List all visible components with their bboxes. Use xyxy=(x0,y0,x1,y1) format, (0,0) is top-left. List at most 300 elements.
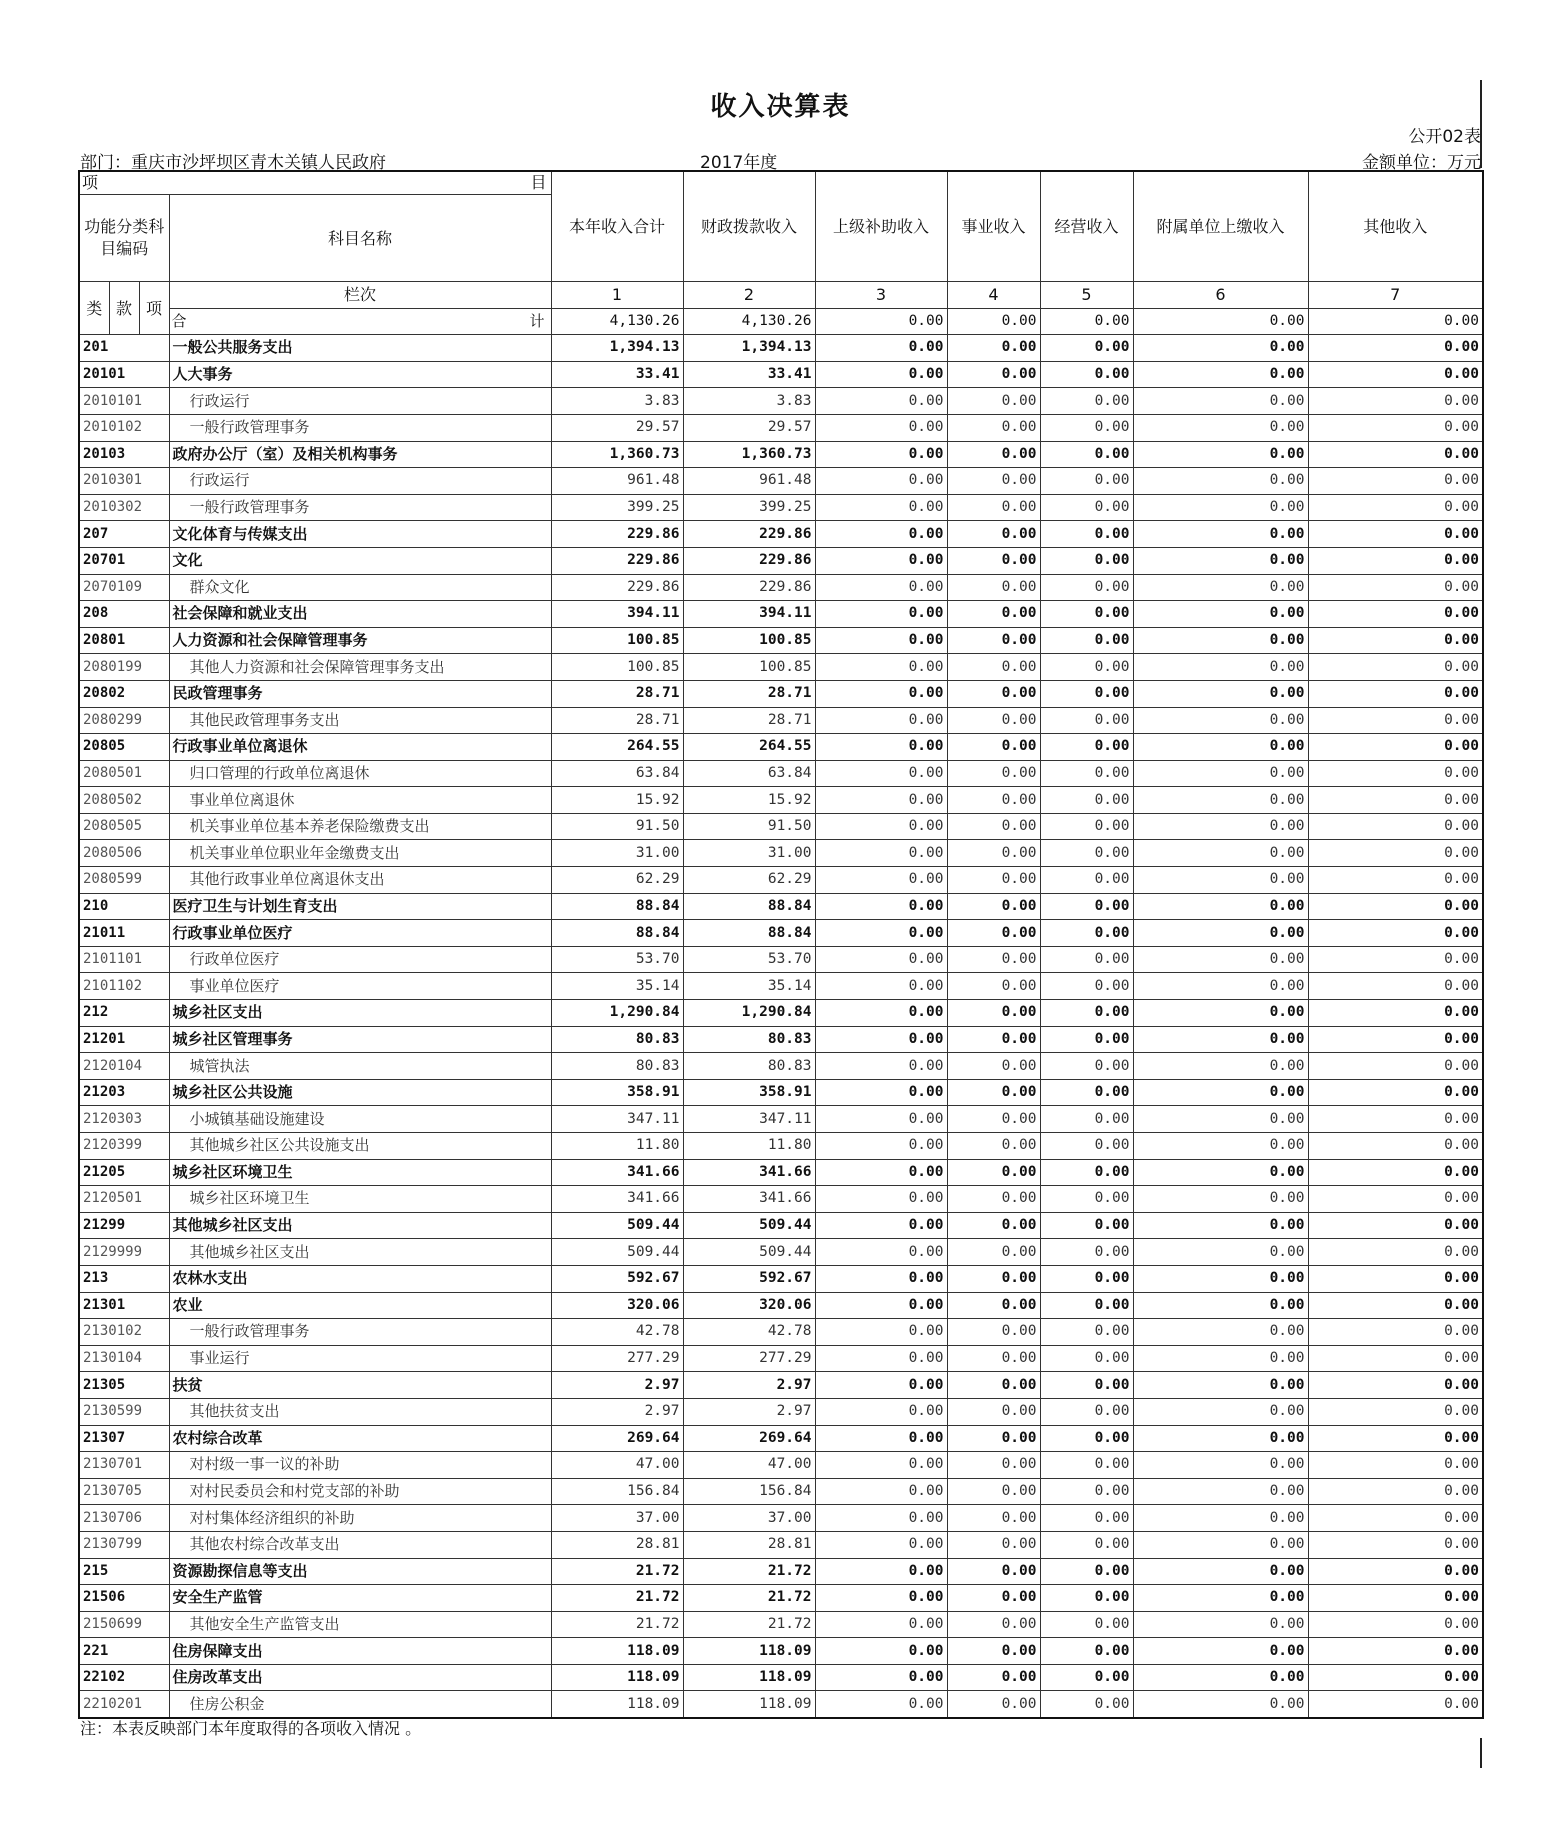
row-value-7: 0.00 xyxy=(1308,547,1483,574)
row-value-3: 0.00 xyxy=(815,1345,947,1372)
table-row xyxy=(79,1292,1483,1319)
col-no-5: 5 xyxy=(1040,282,1133,309)
form-number: 公开02表 xyxy=(1408,127,1481,147)
row-value-6: 0.00 xyxy=(1133,388,1308,415)
row-value-2: 347.11 xyxy=(683,1106,815,1133)
row-value-2: 63.84 xyxy=(683,760,815,787)
fiscal-year: 2017年度 xyxy=(700,153,778,173)
row-value-1: 347.11 xyxy=(551,1106,683,1133)
header-row-3 xyxy=(79,282,1483,309)
row-value-2: 320.06 xyxy=(683,1292,815,1319)
table-row xyxy=(79,813,1483,840)
row-value-3: 0.00 xyxy=(815,1053,947,1080)
row-value-1: 229.86 xyxy=(551,574,683,601)
row-value-7: 0.00 xyxy=(1308,1478,1483,1505)
row-value-7: 0.00 xyxy=(1308,1079,1483,1106)
row-value-6: 0.00 xyxy=(1133,1664,1308,1691)
row-value-6: 0.00 xyxy=(1133,1585,1308,1612)
table-row xyxy=(79,414,1483,441)
lei-label: 类 xyxy=(79,282,109,335)
row-code: 2080199 xyxy=(79,654,169,681)
table-row xyxy=(79,787,1483,814)
row-value-5: 0.00 xyxy=(1040,441,1133,468)
row-subject-name: 其他城乡社区支出 xyxy=(169,1212,551,1239)
row-value-3: 0.00 xyxy=(815,1664,947,1691)
row-value-5: 0.00 xyxy=(1040,1425,1133,1452)
row-value-7: 0.00 xyxy=(1308,893,1483,920)
row-subject-name: 机关事业单位基本养老保险缴费支出 xyxy=(169,813,551,840)
row-subject-name: 行政事业单位医疗 xyxy=(169,920,551,947)
row-value-6: 0.00 xyxy=(1133,760,1308,787)
row-value-5: 0.00 xyxy=(1040,1478,1133,1505)
row-value-7: 0.00 xyxy=(1308,1026,1483,1053)
row-value-1: 394.11 xyxy=(551,601,683,628)
row-value-3: 0.00 xyxy=(815,760,947,787)
row-value-2: 31.00 xyxy=(683,840,815,867)
table-row xyxy=(79,574,1483,601)
row-value-7: 0.00 xyxy=(1308,654,1483,681)
row-value-7: 0.00 xyxy=(1308,1053,1483,1080)
row-value-5: 0.00 xyxy=(1040,1505,1133,1532)
row-subject-name: 对村民委员会和村党支部的补助 xyxy=(169,1478,551,1505)
row-value-3: 0.00 xyxy=(815,468,947,495)
row-code: 2120399 xyxy=(79,1133,169,1160)
row-value-4: 0.00 xyxy=(947,840,1040,867)
table-row xyxy=(79,1106,1483,1133)
row-value-4: 0.00 xyxy=(947,601,1040,628)
row-subject-name: 农村综合改革 xyxy=(169,1425,551,1452)
row-subject-name: 其他民政管理事务支出 xyxy=(169,707,551,734)
row-value-4: 0.00 xyxy=(947,1611,1040,1638)
row-subject-name: 民政管理事务 xyxy=(169,680,551,707)
total-value-2: 4,130.26 xyxy=(683,308,815,335)
table-row xyxy=(79,1585,1483,1612)
row-value-4: 0.00 xyxy=(947,1664,1040,1691)
row-code: 215 xyxy=(79,1558,169,1585)
row-value-3: 0.00 xyxy=(815,1319,947,1346)
row-subject-name: 行政事业单位离退休 xyxy=(169,734,551,761)
row-value-2: 1,360.73 xyxy=(683,441,815,468)
row-value-4: 0.00 xyxy=(947,1505,1040,1532)
table-row xyxy=(79,1398,1483,1425)
row-value-4: 0.00 xyxy=(947,1319,1040,1346)
row-value-6: 0.00 xyxy=(1133,1159,1308,1186)
row-value-2: 3.83 xyxy=(683,388,815,415)
row-code: 2101101 xyxy=(79,946,169,973)
row-value-6: 0.00 xyxy=(1133,1345,1308,1372)
table-row xyxy=(79,441,1483,468)
row-value-7: 0.00 xyxy=(1308,335,1483,362)
row-value-7: 0.00 xyxy=(1308,1292,1483,1319)
row-value-2: 37.00 xyxy=(683,1505,815,1532)
row-value-5: 0.00 xyxy=(1040,1372,1133,1399)
table-row xyxy=(79,547,1483,574)
row-value-4: 0.00 xyxy=(947,521,1040,548)
row-subject-name: 文化体育与传媒支出 xyxy=(169,521,551,548)
row-subject-name: 行政运行 xyxy=(169,468,551,495)
row-value-5: 0.00 xyxy=(1040,414,1133,441)
row-subject-name: 事业运行 xyxy=(169,1345,551,1372)
row-value-1: 341.66 xyxy=(551,1159,683,1186)
row-value-4: 0.00 xyxy=(947,1026,1040,1053)
row-value-7: 0.00 xyxy=(1308,1106,1483,1133)
row-value-6: 0.00 xyxy=(1133,1292,1308,1319)
row-value-2: 358.91 xyxy=(683,1079,815,1106)
row-value-1: 21.72 xyxy=(551,1585,683,1612)
table-row xyxy=(79,1186,1483,1213)
row-code: 2080299 xyxy=(79,707,169,734)
row-code: 21205 xyxy=(79,1159,169,1186)
row-value-2: 21.72 xyxy=(683,1585,815,1612)
total-value-4: 0.00 xyxy=(947,308,1040,335)
table-row xyxy=(79,627,1483,654)
row-value-7: 0.00 xyxy=(1308,1691,1483,1718)
row-subject-name: 扶贫 xyxy=(169,1372,551,1399)
row-value-5: 0.00 xyxy=(1040,1664,1133,1691)
row-value-5: 0.00 xyxy=(1040,1053,1133,1080)
row-value-4: 0.00 xyxy=(947,1159,1040,1186)
row-value-4: 0.00 xyxy=(947,654,1040,681)
lanci-label: 栏次 xyxy=(169,282,551,309)
row-value-7: 0.00 xyxy=(1308,973,1483,1000)
row-value-7: 0.00 xyxy=(1308,1000,1483,1027)
row-value-3: 0.00 xyxy=(815,601,947,628)
row-subject-name: 其他扶贫支出 xyxy=(169,1398,551,1425)
row-value-6: 0.00 xyxy=(1133,946,1308,973)
row-value-7: 0.00 xyxy=(1308,1664,1483,1691)
row-subject-name: 行政运行 xyxy=(169,388,551,415)
row-value-6: 0.00 xyxy=(1133,707,1308,734)
row-value-4: 0.00 xyxy=(947,1558,1040,1585)
table-row xyxy=(79,1638,1483,1665)
row-value-4: 0.00 xyxy=(947,1053,1040,1080)
row-value-2: 592.67 xyxy=(683,1265,815,1292)
xiang2-label: 项 xyxy=(139,282,169,335)
total-value-1: 4,130.26 xyxy=(551,308,683,335)
table-row xyxy=(79,867,1483,894)
col-no-6: 6 xyxy=(1133,282,1308,309)
row-subject-name: 一般行政管理事务 xyxy=(169,494,551,521)
row-subject-name: 事业单位医疗 xyxy=(169,973,551,1000)
row-code: 213 xyxy=(79,1265,169,1292)
row-value-5: 0.00 xyxy=(1040,494,1133,521)
row-value-7: 0.00 xyxy=(1308,627,1483,654)
row-value-5: 0.00 xyxy=(1040,893,1133,920)
row-value-3: 0.00 xyxy=(815,920,947,947)
row-value-7: 0.00 xyxy=(1308,1212,1483,1239)
row-value-2: 1,290.84 xyxy=(683,1000,815,1027)
row-value-5: 0.00 xyxy=(1040,1133,1133,1160)
row-code: 2080501 xyxy=(79,760,169,787)
col-no-3: 3 xyxy=(815,282,947,309)
row-value-5: 0.00 xyxy=(1040,1531,1133,1558)
row-code: 21203 xyxy=(79,1079,169,1106)
row-value-5: 0.00 xyxy=(1040,1079,1133,1106)
income-table xyxy=(78,170,1484,1719)
row-value-3: 0.00 xyxy=(815,1026,947,1053)
row-value-1: 264.55 xyxy=(551,734,683,761)
row-value-3: 0.00 xyxy=(815,1212,947,1239)
row-subject-name: 文化 xyxy=(169,547,551,574)
row-value-7: 0.00 xyxy=(1308,1372,1483,1399)
row-value-2: 91.50 xyxy=(683,813,815,840)
row-value-6: 0.00 xyxy=(1133,1531,1308,1558)
row-value-5: 0.00 xyxy=(1040,1345,1133,1372)
row-value-6: 0.00 xyxy=(1133,1452,1308,1479)
row-value-2: 229.86 xyxy=(683,547,815,574)
row-value-6: 0.00 xyxy=(1133,1053,1308,1080)
row-code: 201 xyxy=(79,335,169,362)
row-value-6: 0.00 xyxy=(1133,1638,1308,1665)
row-value-5: 0.00 xyxy=(1040,335,1133,362)
row-value-2: 269.64 xyxy=(683,1425,815,1452)
row-code: 20801 xyxy=(79,627,169,654)
row-subject-name: 归口管理的行政单位离退休 xyxy=(169,760,551,787)
row-value-5: 0.00 xyxy=(1040,787,1133,814)
table-row xyxy=(79,521,1483,548)
row-value-4: 0.00 xyxy=(947,1292,1040,1319)
row-value-5: 0.00 xyxy=(1040,1558,1133,1585)
row-code: 21301 xyxy=(79,1292,169,1319)
row-value-1: 3.83 xyxy=(551,388,683,415)
row-value-4: 0.00 xyxy=(947,867,1040,894)
table-row xyxy=(79,1691,1483,1718)
row-value-5: 0.00 xyxy=(1040,813,1133,840)
row-value-7: 0.00 xyxy=(1308,468,1483,495)
row-value-5: 0.00 xyxy=(1040,521,1133,548)
row-value-7: 0.00 xyxy=(1308,813,1483,840)
row-value-3: 0.00 xyxy=(815,946,947,973)
row-value-2: 80.83 xyxy=(683,1053,815,1080)
row-value-6: 0.00 xyxy=(1133,494,1308,521)
row-value-5: 0.00 xyxy=(1040,973,1133,1000)
table-row xyxy=(79,840,1483,867)
row-value-7: 0.00 xyxy=(1308,1319,1483,1346)
row-value-1: 961.48 xyxy=(551,468,683,495)
table-row xyxy=(79,973,1483,1000)
row-value-6: 0.00 xyxy=(1133,1000,1308,1027)
row-value-2: 62.29 xyxy=(683,867,815,894)
row-value-4: 0.00 xyxy=(947,946,1040,973)
row-value-2: 28.71 xyxy=(683,680,815,707)
row-value-1: 592.67 xyxy=(551,1265,683,1292)
row-value-5: 0.00 xyxy=(1040,1106,1133,1133)
row-subject-name: 资源勘探信息等支出 xyxy=(169,1558,551,1585)
row-value-1: 118.09 xyxy=(551,1691,683,1718)
row-value-3: 0.00 xyxy=(815,1638,947,1665)
table-row xyxy=(79,468,1483,495)
row-value-7: 0.00 xyxy=(1308,1531,1483,1558)
table-row xyxy=(79,1425,1483,1452)
row-value-2: 394.11 xyxy=(683,601,815,628)
row-value-7: 0.00 xyxy=(1308,361,1483,388)
row-value-2: 80.83 xyxy=(683,1026,815,1053)
row-subject-name: 城乡社区环境卫生 xyxy=(169,1186,551,1213)
row-code: 21506 xyxy=(79,1585,169,1612)
row-value-6: 0.00 xyxy=(1133,1372,1308,1399)
row-value-6: 0.00 xyxy=(1133,1478,1308,1505)
row-value-4: 0.00 xyxy=(947,1000,1040,1027)
row-value-3: 0.00 xyxy=(815,1186,947,1213)
row-value-1: 42.78 xyxy=(551,1319,683,1346)
row-value-4: 0.00 xyxy=(947,1452,1040,1479)
row-value-4: 0.00 xyxy=(947,893,1040,920)
row-value-4: 0.00 xyxy=(947,1345,1040,1372)
row-value-6: 0.00 xyxy=(1133,734,1308,761)
table-row xyxy=(79,680,1483,707)
row-code: 2080506 xyxy=(79,840,169,867)
table-row xyxy=(79,1611,1483,1638)
row-value-2: 47.00 xyxy=(683,1452,815,1479)
table-row xyxy=(79,1079,1483,1106)
row-code: 207 xyxy=(79,521,169,548)
row-code: 2010102 xyxy=(79,414,169,441)
table-body xyxy=(79,335,1483,1718)
row-value-3: 0.00 xyxy=(815,787,947,814)
row-value-7: 0.00 xyxy=(1308,494,1483,521)
row-value-3: 0.00 xyxy=(815,1133,947,1160)
row-subject-name: 人大事务 xyxy=(169,361,551,388)
row-value-5: 0.00 xyxy=(1040,1585,1133,1612)
row-value-6: 0.00 xyxy=(1133,1106,1308,1133)
row-code: 2130706 xyxy=(79,1505,169,1532)
row-value-2: 21.72 xyxy=(683,1611,815,1638)
table-row xyxy=(79,1319,1483,1346)
row-value-7: 0.00 xyxy=(1308,946,1483,973)
row-value-3: 0.00 xyxy=(815,1611,947,1638)
row-value-3: 0.00 xyxy=(815,547,947,574)
table-row xyxy=(79,654,1483,681)
row-value-2: 42.78 xyxy=(683,1319,815,1346)
row-subject-name: 一般公共服务支出 xyxy=(169,335,551,362)
row-value-1: 358.91 xyxy=(551,1079,683,1106)
row-subject-name: 一般行政管理事务 xyxy=(169,1319,551,1346)
row-subject-name: 住房改革支出 xyxy=(169,1664,551,1691)
row-value-7: 0.00 xyxy=(1308,388,1483,415)
row-subject-name: 政府办公厅（室）及相关机构事务 xyxy=(169,441,551,468)
row-value-2: 229.86 xyxy=(683,574,815,601)
row-value-5: 0.00 xyxy=(1040,946,1133,973)
kuan-label: 款 xyxy=(109,282,139,335)
row-value-6: 0.00 xyxy=(1133,414,1308,441)
row-value-1: 269.64 xyxy=(551,1425,683,1452)
row-subject-name: 对村集体经济组织的补助 xyxy=(169,1505,551,1532)
row-value-6: 0.00 xyxy=(1133,574,1308,601)
row-value-3: 0.00 xyxy=(815,1478,947,1505)
col-header-5: 经营收入 xyxy=(1040,171,1133,282)
row-subject-name: 住房保障支出 xyxy=(169,1638,551,1665)
row-value-4: 0.00 xyxy=(947,1398,1040,1425)
row-value-6: 0.00 xyxy=(1133,627,1308,654)
row-value-5: 0.00 xyxy=(1040,1292,1133,1319)
row-value-4: 0.00 xyxy=(947,627,1040,654)
row-value-7: 0.00 xyxy=(1308,867,1483,894)
row-code: 2120303 xyxy=(79,1106,169,1133)
row-value-6: 0.00 xyxy=(1133,920,1308,947)
total-value-5: 0.00 xyxy=(1040,308,1133,335)
row-value-6: 0.00 xyxy=(1133,1611,1308,1638)
row-value-3: 0.00 xyxy=(815,1292,947,1319)
row-subject-name: 其他人力资源和社会保障管理事务支出 xyxy=(169,654,551,681)
mu-label: 目 xyxy=(530,173,547,192)
row-value-6: 0.00 xyxy=(1133,521,1308,548)
row-value-4: 0.00 xyxy=(947,920,1040,947)
row-value-7: 0.00 xyxy=(1308,1611,1483,1638)
row-value-1: 100.85 xyxy=(551,627,683,654)
row-value-6: 0.00 xyxy=(1133,1239,1308,1266)
total-value-6: 0.00 xyxy=(1133,308,1308,335)
row-value-7: 0.00 xyxy=(1308,574,1483,601)
row-value-7: 0.00 xyxy=(1308,601,1483,628)
row-value-4: 0.00 xyxy=(947,1133,1040,1160)
row-code: 2070109 xyxy=(79,574,169,601)
row-value-2: 2.97 xyxy=(683,1372,815,1399)
col-header-3: 上级补助收入 xyxy=(815,171,947,282)
row-value-5: 0.00 xyxy=(1040,574,1133,601)
row-value-3: 0.00 xyxy=(815,973,947,1000)
table-row xyxy=(79,1372,1483,1399)
row-value-1: 509.44 xyxy=(551,1212,683,1239)
row-value-2: 961.48 xyxy=(683,468,815,495)
table-row xyxy=(79,494,1483,521)
row-value-1: 399.25 xyxy=(551,494,683,521)
row-code: 210 xyxy=(79,893,169,920)
row-value-4: 0.00 xyxy=(947,1691,1040,1718)
row-subject-name: 对村级一事一议的补助 xyxy=(169,1452,551,1479)
table-row xyxy=(79,1026,1483,1053)
row-value-5: 0.00 xyxy=(1040,680,1133,707)
row-value-3: 0.00 xyxy=(815,707,947,734)
row-code: 2130799 xyxy=(79,1531,169,1558)
row-value-6: 0.00 xyxy=(1133,1319,1308,1346)
row-value-5: 0.00 xyxy=(1040,734,1133,761)
page-title: 收入决算表 xyxy=(710,92,851,122)
row-value-3: 0.00 xyxy=(815,1585,947,1612)
row-value-4: 0.00 xyxy=(947,414,1040,441)
row-value-2: 100.85 xyxy=(683,627,815,654)
row-value-1: 29.57 xyxy=(551,414,683,441)
table-row xyxy=(79,1133,1483,1160)
row-value-1: 91.50 xyxy=(551,813,683,840)
row-subject-name: 人力资源和社会保障管理事务 xyxy=(169,627,551,654)
row-value-2: 88.84 xyxy=(683,893,815,920)
row-value-5: 0.00 xyxy=(1040,1026,1133,1053)
row-value-1: 509.44 xyxy=(551,1239,683,1266)
row-value-6: 0.00 xyxy=(1133,441,1308,468)
row-subject-name: 其他农村综合改革支出 xyxy=(169,1531,551,1558)
row-value-5: 0.00 xyxy=(1040,1611,1133,1638)
row-value-5: 0.00 xyxy=(1040,840,1133,867)
row-code: 2120104 xyxy=(79,1053,169,1080)
row-value-3: 0.00 xyxy=(815,1079,947,1106)
row-value-2: 118.09 xyxy=(683,1691,815,1718)
row-value-5: 0.00 xyxy=(1040,707,1133,734)
row-subject-name: 农业 xyxy=(169,1292,551,1319)
row-value-1: 35.14 xyxy=(551,973,683,1000)
row-subject-name: 城管执法 xyxy=(169,1053,551,1080)
row-value-2: 11.80 xyxy=(683,1133,815,1160)
row-value-1: 277.29 xyxy=(551,1345,683,1372)
department-label: 部门：重庆市沙坪坝区青木关镇人民政府 xyxy=(80,153,386,173)
row-value-3: 0.00 xyxy=(815,521,947,548)
row-subject-name: 住房公积金 xyxy=(169,1691,551,1718)
row-value-2: 29.57 xyxy=(683,414,815,441)
row-value-1: 1,394.13 xyxy=(551,335,683,362)
row-value-5: 0.00 xyxy=(1040,1000,1133,1027)
row-value-4: 0.00 xyxy=(947,1186,1040,1213)
table-row xyxy=(79,920,1483,947)
row-value-6: 0.00 xyxy=(1133,1398,1308,1425)
